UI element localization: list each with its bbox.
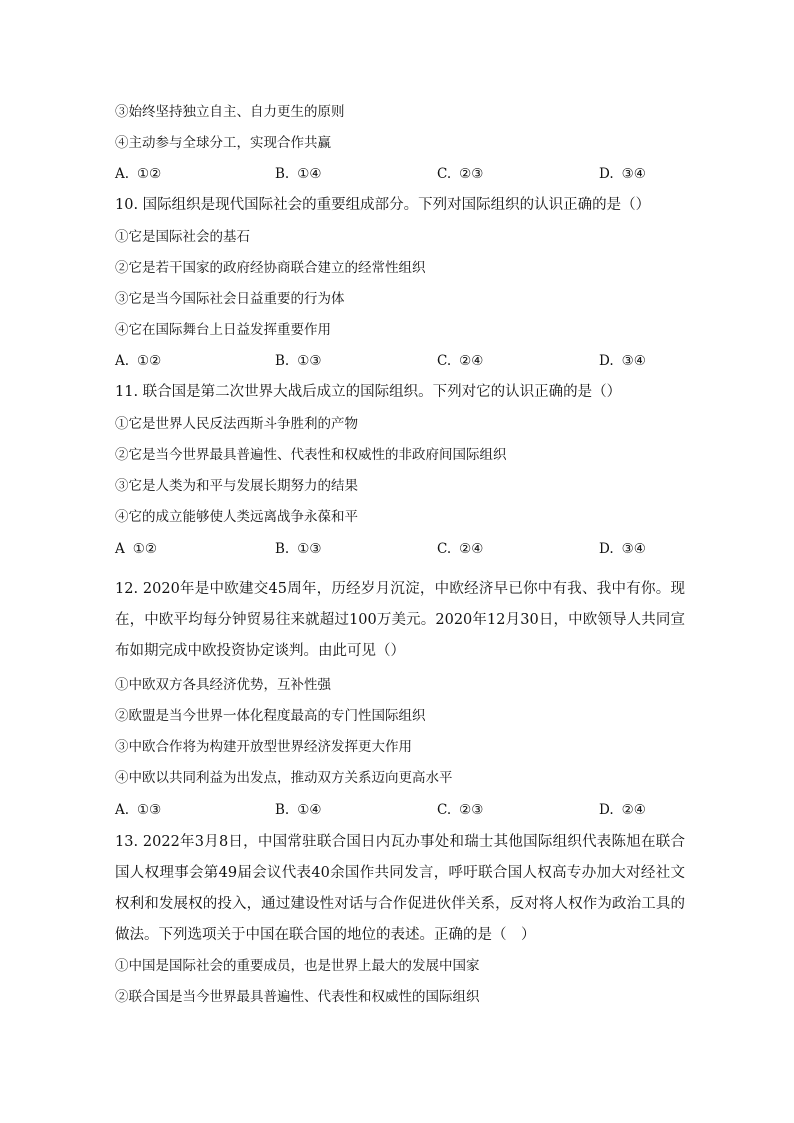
q10-option-b xyxy=(275,352,321,370)
option-letter: C. xyxy=(437,541,452,557)
option-text: ②④ xyxy=(459,541,484,557)
q12-option-c xyxy=(437,801,483,819)
option-text: ③④ xyxy=(621,353,646,369)
q13-item-2: ②联合国是当今世界最具普遍性、代表性和权威性的国际组织 xyxy=(115,989,480,1005)
option-text: ①② xyxy=(132,541,157,557)
option-letter: A. xyxy=(115,353,130,369)
option-letter: B. xyxy=(275,541,290,557)
option-text: ③④ xyxy=(621,541,646,557)
q11-item-4: ④它的成立能够使人类远离战争永葆和平 xyxy=(115,509,358,525)
q11-stem: 11. 联合国是第二次世界大战后成立的国际组织。下列对它的认识正确的是（） xyxy=(115,384,622,400)
option-text: ①④ xyxy=(297,166,322,182)
option-letter: C. xyxy=(437,802,452,818)
q10-item-2: ②它是若干国家的政府经协商联合建立的经常性组织 xyxy=(115,260,426,276)
q10-stem: 10. 国际组织是现代国际社会的重要组成部分。下列对国际组织的认识正确的是（） xyxy=(115,197,651,213)
q9-option-a xyxy=(115,165,161,183)
option-text: ①③ xyxy=(297,353,322,369)
option-letter: D. xyxy=(599,353,614,369)
option-text: ①② xyxy=(137,166,162,182)
q11-item-1: ①它是世界人民反法西斯斗争胜利的产物 xyxy=(115,416,358,432)
q12-item-4: ④中欧以共同利益为出发点，推动双方关系迈向更高水平 xyxy=(115,770,453,786)
q10-option-d xyxy=(599,352,646,370)
option-text: ①② xyxy=(137,353,162,369)
option-text: ③④ xyxy=(621,166,646,182)
q9-option-c xyxy=(437,165,483,183)
option-text: ①④ xyxy=(297,802,322,818)
q9-item-3: ③始终坚持独立自主、自力更生的原则 xyxy=(115,104,345,120)
option-text: ②④ xyxy=(459,353,484,369)
q11-option-a xyxy=(115,540,157,558)
q11-option-c xyxy=(437,540,483,558)
q11-item-2: ②它是当今世界最具普遍性、代表性和权威性的非政府间国际组织 xyxy=(115,447,507,463)
q12-option-d xyxy=(599,801,646,819)
option-letter: D. xyxy=(599,802,614,818)
option-text: ①③ xyxy=(297,541,322,557)
q11-option-d xyxy=(599,540,646,558)
q13-stem: 13. 2022年3月8日，中国常驻联合国日内瓦办事处和瑞士其他国际组织代表陈旭在联合国人权理事会第49届会议代表40余国作共同发言，呼吁联合国人权高专办加大对经社文权利和发展权的投入，通过建设性对话与合作促进伙伴关系，反对将人权作为政治工具的做法。下列选项关于中国在联合国的地位的表述。正确的是（ ） xyxy=(115,834,685,943)
option-letter: B. xyxy=(275,802,290,818)
q12-item-2: ②欧盟是当今世界一体化程度最高的专门性国际组织 xyxy=(115,708,426,724)
q13-item-1: ①中国是国际社会的重要成员，也是世界上最大的发展中国家 xyxy=(115,958,480,974)
q12-option-b xyxy=(275,801,321,819)
q12-option-a xyxy=(115,801,161,819)
q12-item-3: ③中欧合作将为构建开放型世界经济发挥更大作用 xyxy=(115,739,412,755)
option-letter: B. xyxy=(275,166,290,182)
q9-option-b xyxy=(275,165,321,183)
q9-option-d xyxy=(599,165,646,183)
option-letter: B. xyxy=(275,353,290,369)
q12-item-1: ①中欧双方各具经济优势，互补性强 xyxy=(115,677,331,693)
q10-item-1: ①它是国际社会的基石 xyxy=(115,229,250,245)
option-letter: D. xyxy=(599,166,614,182)
option-letter: D. xyxy=(599,541,614,557)
option-text: ①③ xyxy=(137,802,162,818)
option-text: ②③ xyxy=(459,166,484,182)
option-letter: A. xyxy=(115,166,130,182)
q10-option-a xyxy=(115,352,161,370)
option-letter: C. xyxy=(437,166,452,182)
q9-item-4: ④主动参与全球分工，实现合作共赢 xyxy=(115,135,331,151)
option-text: ②③ xyxy=(459,802,484,818)
q11-option-b xyxy=(275,540,321,558)
option-letter: A. xyxy=(115,802,130,818)
option-letter: A xyxy=(115,541,125,557)
q12-stem: 12. 2020年是中欧建交45周年，历经岁月沉淀，中欧经济早已你中有我、我中有你。现在，中欧平均每分钟贸易往来就超过100万美元。2020年12月30日，中欧领导人共同宣布如期完成中欧投资协定谈判。由此可见（） xyxy=(115,581,685,659)
q11-item-3: ③它是人类为和平与发展长期努力的结果 xyxy=(115,478,358,494)
q10-item-3: ③它是当今国际社会日益重要的行为体 xyxy=(115,291,345,307)
option-text: ②④ xyxy=(621,802,646,818)
q10-item-4: ④它在国际舞台上日益发挥重要作用 xyxy=(115,322,331,338)
q10-option-c xyxy=(437,352,483,370)
option-letter: C. xyxy=(437,353,452,369)
